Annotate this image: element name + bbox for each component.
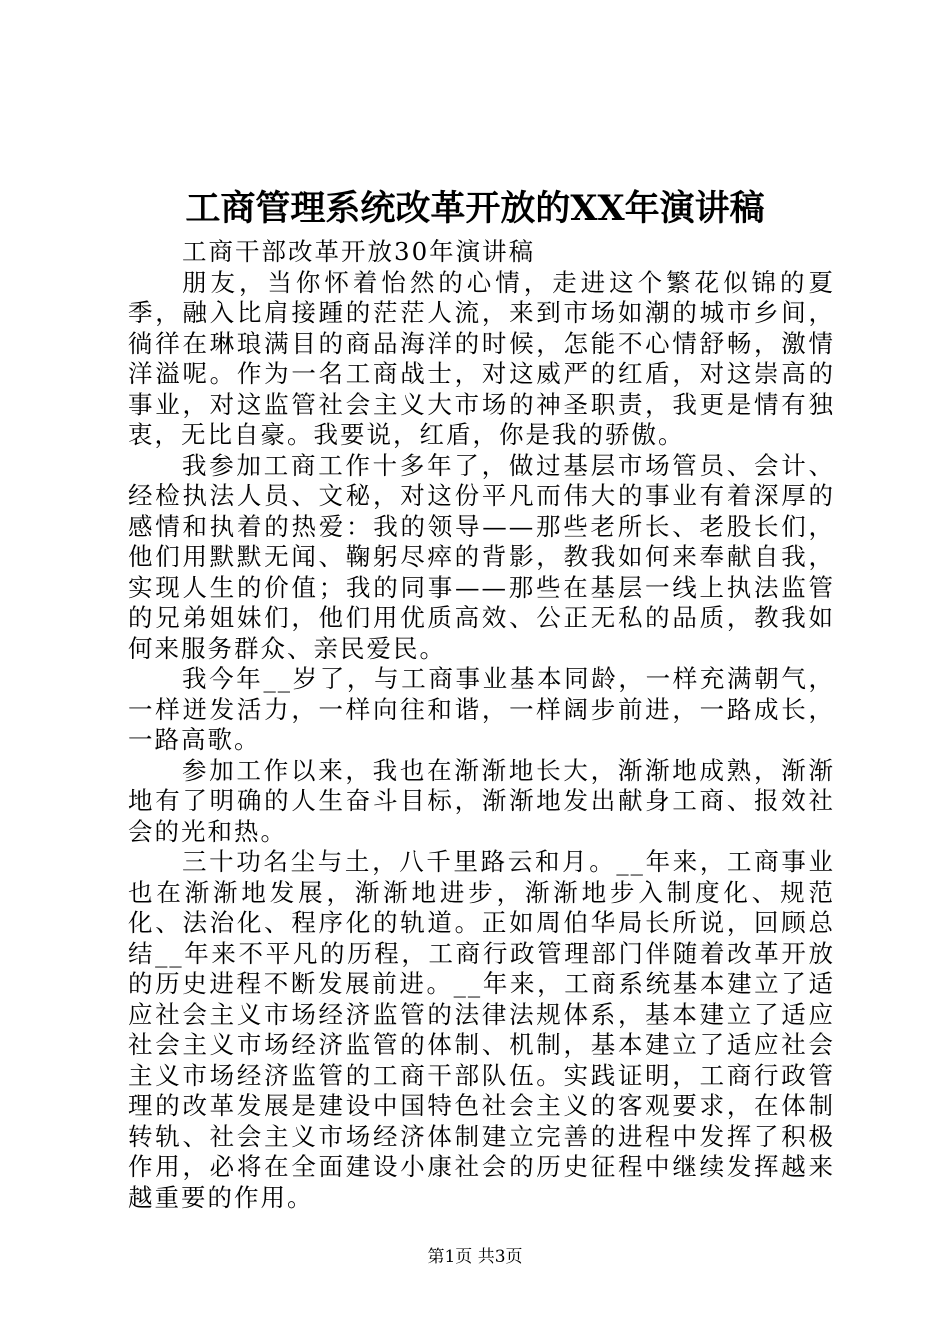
body-paragraph: 我今年__岁了，与工商事业基本同龄，一样充满朝气，一样迸发活力，一样向往和谐，一样阔步前进，一路成长，一路高歌。 (128, 664, 835, 754)
body-paragraph: 朋友，当你怀着怡然的心情，走进这个繁花似锦的夏季，融入比肩接踵的茫茫人流，来到市场如潮的城市乡间，徜徉在琳琅满目的商品海洋的时候，怎能不心情舒畅，激情洋溢呢。作为一名工商战士，对这威严的红盾，对这崇高的事业，对这监管社会主义大市场的神圣职责，我更是情有独衷，无比自豪。我要说，红盾，你是我的骄傲。 (128, 267, 835, 449)
document-title: 工商管理系统改革开放的XX年演讲稿 (185, 188, 765, 229)
body-paragraph: 参加工作以来，我也在渐渐地长大，渐渐地成熟，渐渐地有了明确的人生奋斗目标，渐渐地发出献身工商、报效社会的光和热。 (128, 755, 835, 846)
body-paragraph: 我参加工商工作十多年了，做过基层市场管员、会计、经检执法人员、文秘，对这份平凡而伟大的事业有着深厚的感情和执着的热爱：我的领导——那些老所长、老股长们，他们用默默无闻、鞠躬尽瘁的背影，教我如何来奉献自我，实现人生的价值；我的同事——那些在基层一线上执法监管的兄弟姐妹们，他们用优质高效、公正无私的品质，教我如何来服务群众、亲民爱民。 (128, 450, 835, 663)
document-body (128, 237, 835, 1213)
subtitle-paragraph: 工商干部改革开放30年演讲稿 (182, 237, 536, 266)
body-paragraph: 三十功名尘与土，八千里路云和月。__年来，工商事业也在渐渐地发展，渐渐地进步，渐渐地步入制度化、规范化、法治化、程序化的轨道。正如周伯华局长所说，回顾总结__年来不平凡的历程，工商行政管理部门伴随着改革开放的历史进程不断发展前进。__年来，工商系统基本建立了适应社会主义市场经济监管的法律法规体系，基本建立了适应社会主义市场经济监管的体制、机制，基本建立了适应社会主义市场经济监管的工商干部队伍。实践证明，工商行政管理的改革发展是建设中国特色社会主义的客观要求，在体制转轨、社会主义市场经济体制建立完善的进程中发挥了积极作用，必将在全面建设小康社会的历史征程中继续发挥越来越重要的作用。 (128, 847, 835, 1212)
page-number: 第1页 共3页 (427, 1247, 523, 1267)
